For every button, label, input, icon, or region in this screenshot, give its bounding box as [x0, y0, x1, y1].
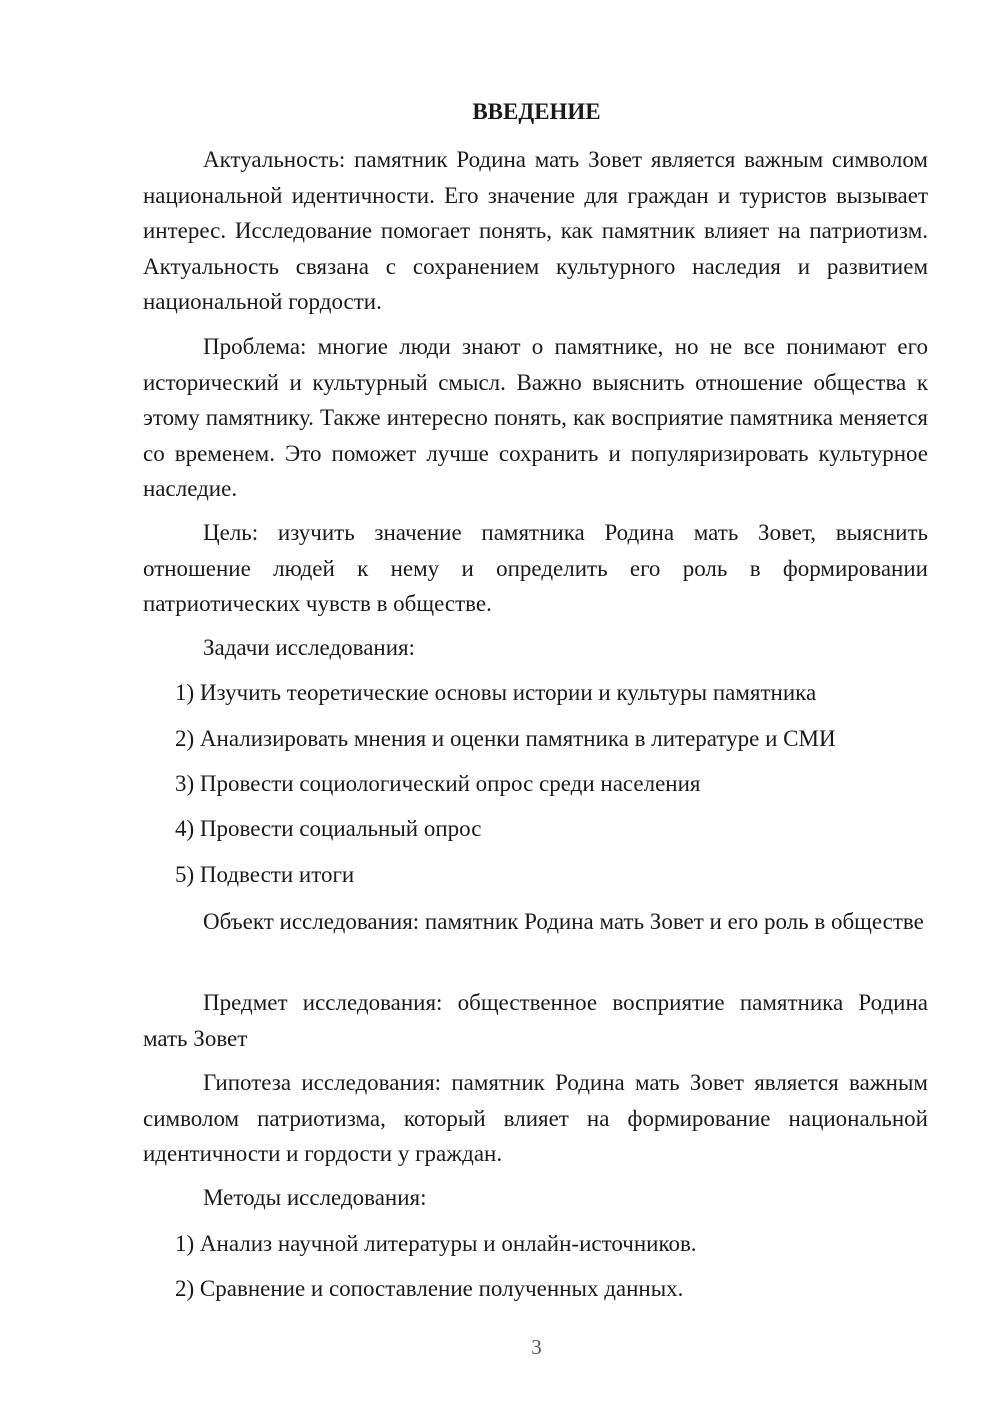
- method-item: 1) Анализ научной литературы и онлайн-источников.: [175, 1231, 697, 1256]
- tasks-heading: Задачи исследования:: [203, 635, 416, 660]
- relevance-paragraph: Актуальность: памятник Родина мать Зовет является важным символом национальной идентичности. Его значение для граждан и туристов вызывает интерес. Исследование помогает понять, как памятник влияет на патриотизм. Актуальность связана с сохранением культурного наследия и развитием национальной гордости.: [143, 147, 928, 314]
- subject-paragraph: Предмет исследования: общественное восприятие памятника Родина мать Зовет: [143, 990, 928, 1051]
- task-item: 5) Подвести итоги: [175, 862, 355, 887]
- methods-heading: Методы исследования:: [203, 1185, 427, 1210]
- page-title: ВВЕДЕНИЕ: [472, 99, 601, 124]
- object-paragraph: Объект исследования: памятник Родина мать Зовет и его роль в обществе: [203, 909, 924, 934]
- task-item: 4) Провести социальный опрос: [175, 816, 482, 841]
- problem-paragraph: Проблема: многие люди знают о памятнике, но не все понимают его исторический и культурный смысл. Важно выяснить отношение общества к этому памятнику. Также интересно понять, как восприятие памятника меняется со временем. Это поможет лучше сохранить и популяризировать культурное наследие.: [143, 334, 928, 501]
- goal-paragraph: Цель: изучить значение памятника Родина мать Зовет, выяснить отношение людей к нему и определить его роль в формировании патриотических чувств в обществе.: [143, 520, 928, 616]
- method-item: 2) Сравнение и сопоставление полученных данных.: [175, 1276, 684, 1301]
- task-item: 1) Изучить теоретические основы истории и культуры памятника: [175, 680, 817, 705]
- task-item: 2) Анализировать мнения и оценки памятника в литературе и СМИ: [175, 726, 836, 751]
- page-number: 3: [531, 1335, 542, 1359]
- task-item: 3) Провести социологический опрос среди населения: [175, 771, 701, 796]
- hypothesis-paragraph: Гипотеза исследования: памятник Родина мать Зовет является важным символом патриотизма, который влияет на формирование национальной идентичности и гордости у граждан.: [143, 1070, 928, 1166]
